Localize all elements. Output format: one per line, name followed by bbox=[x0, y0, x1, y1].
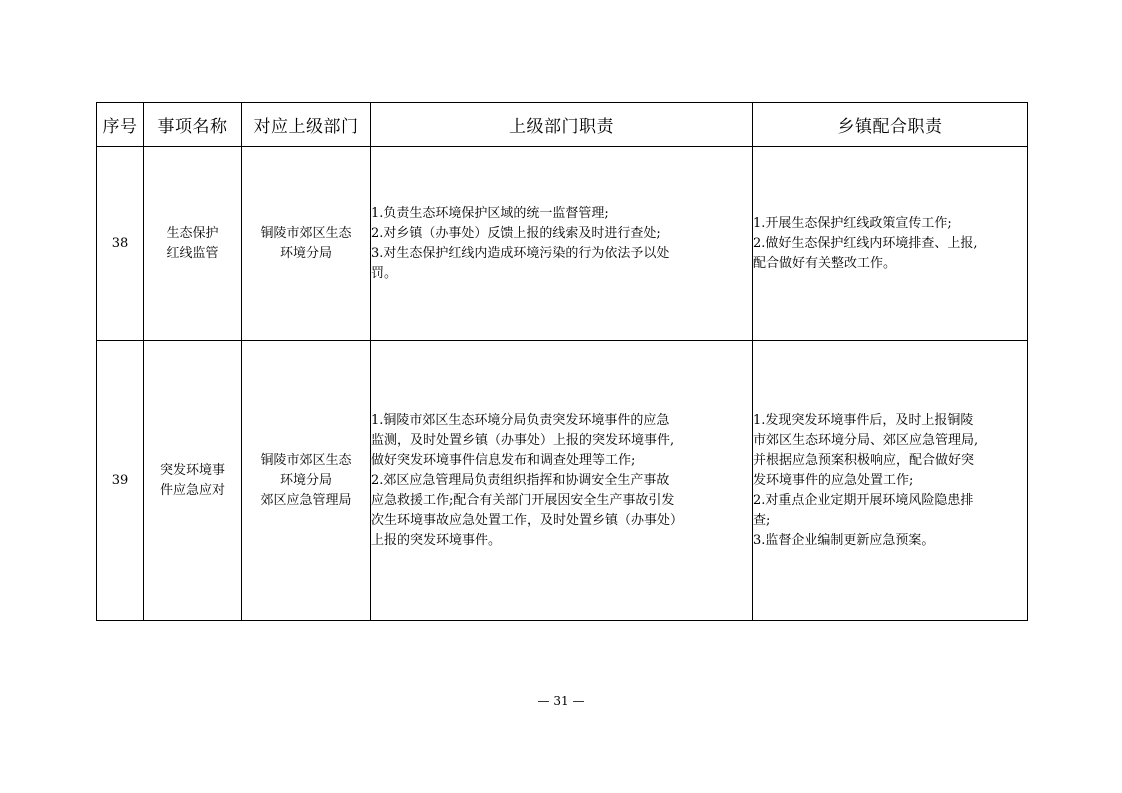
table-row bbox=[97, 341, 1028, 621]
duty-line: 罚。 bbox=[371, 265, 398, 281]
dept-duty-cell bbox=[371, 147, 753, 341]
coop-line: 2.对重点企业定期开展环境风险隐患排 bbox=[753, 492, 974, 508]
duty-line: 2.对乡镇（办事处）反馈上报的线索及时进行查处; bbox=[371, 225, 661, 241]
header-no: 序号 bbox=[97, 103, 144, 147]
dept-cell bbox=[242, 341, 371, 621]
coop-line: 1.开展生态保护红线政策宣传工作; bbox=[753, 215, 952, 231]
town-coop-cell bbox=[753, 147, 1028, 341]
dept-duty-cell bbox=[371, 341, 753, 621]
row-number: 39 bbox=[97, 341, 144, 621]
dept-line: 环境分局 bbox=[279, 472, 332, 488]
item-name-line: 突发环境事 bbox=[159, 462, 225, 478]
item-name-line: 生态保护 bbox=[166, 225, 219, 241]
dept-line: 铜陵市郊区生态 bbox=[260, 452, 352, 468]
header-town-coop: 乡镇配合职责 bbox=[753, 103, 1028, 147]
duty-line: 3.对生态保护红线内造成环境污染的行为依法予以处 bbox=[371, 245, 670, 261]
header-item-name: 事项名称 bbox=[144, 103, 242, 147]
duty-line: 应急救援工作;配合有关部门开展因安全生产事故引发 bbox=[371, 492, 675, 508]
duty-table bbox=[96, 102, 1028, 621]
table-row bbox=[97, 147, 1028, 341]
duty-line: 上报的突发环境事件。 bbox=[371, 532, 502, 548]
coop-line: 发环境事件的应急处置工作; bbox=[753, 472, 914, 488]
duty-line: 2.郊区应急管理局负责组织指挥和协调安全生产事故 bbox=[371, 472, 670, 488]
duty-line: 1.铜陵市郊区生态环境分局负责突发环境事件的应急 bbox=[371, 412, 670, 428]
coop-line: 1.发现突发环境事件后，及时上报铜陵 bbox=[753, 412, 974, 428]
dept-line: 郊区应急管理局 bbox=[260, 492, 352, 508]
item-name-line: 红线监管 bbox=[166, 245, 219, 261]
row-number: 38 bbox=[97, 147, 144, 341]
duty-line: 做好突发环境事件信息发布和调查处理等工作; bbox=[371, 452, 636, 468]
item-name-cell bbox=[144, 341, 242, 621]
duty-line: 次生环境事故应急处置工作，及时处置乡镇（办事处） bbox=[371, 512, 684, 528]
town-coop-cell bbox=[753, 341, 1028, 621]
header-dept: 对应上级部门 bbox=[242, 103, 371, 147]
duty-line: 1.负责生态环境保护区域的统一监督管理; bbox=[371, 205, 609, 221]
dept-line: 铜陵市郊区生态 bbox=[260, 225, 352, 241]
coop-line: 配合做好有关整改工作。 bbox=[753, 255, 897, 271]
dept-line: 环境分局 bbox=[279, 245, 332, 261]
coop-line: 查; bbox=[753, 512, 771, 528]
coop-line: 2.做好生态保护红线内环境排查、上报, bbox=[753, 235, 978, 251]
table-header-row bbox=[97, 103, 1028, 147]
coop-line: 市郊区生态环境分局、郊区应急管理局, bbox=[753, 432, 979, 448]
coop-line: 3.监督企业编制更新应急预案。 bbox=[753, 532, 935, 548]
item-name-cell bbox=[144, 147, 242, 341]
header-dept-duty: 上级部门职责 bbox=[371, 103, 753, 147]
dept-cell bbox=[242, 147, 371, 341]
page-number: — 31 — bbox=[537, 694, 585, 708]
duty-line: 监测，及时处置乡镇（办事处）上报的突发环境事件, bbox=[371, 432, 675, 448]
item-name-line: 件应急应对 bbox=[159, 482, 225, 498]
coop-line: 并根据应急预案积极响应，配合做好突 bbox=[753, 452, 975, 468]
